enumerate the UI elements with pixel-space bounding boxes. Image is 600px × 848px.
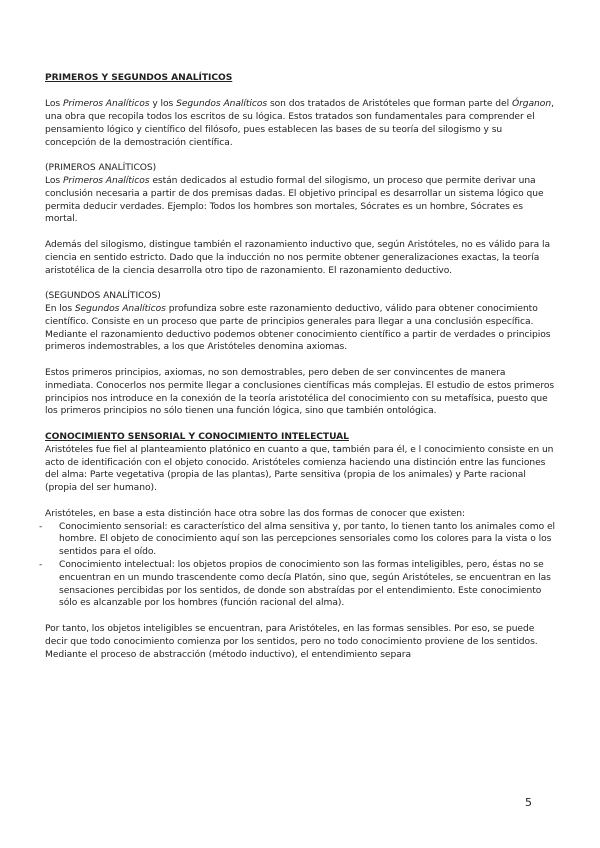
intro-text-1: Los xyxy=(45,99,63,110)
page-number: 5 xyxy=(525,796,532,809)
list-item-text: Conocimiento intelectual: los objetos propios de conocimiento son las formas inteligibles, pero, éstas no se encuentran en un mundo trascendente como decía Platón, sino que, según Aristóteles, se encuentran en las sensaciones percibidas por los sentidos, de donde son abstraídas por el entendimiento. Este conocimiento sólo es alcanzable por los hombres (función racional del alma). xyxy=(59,559,551,609)
list-item xyxy=(39,559,556,610)
section-heading-analiticos: PRIMEROS Y SEGUNDOS ANALÍTICOS xyxy=(45,73,233,83)
bullet-dash: - xyxy=(39,559,43,570)
intro-em-1: Primeros Analíticos xyxy=(62,99,150,110)
conocimiento-list xyxy=(39,521,556,611)
segundos-em-1: Segundos Analíticos xyxy=(74,304,166,315)
intro-em-3: Órganon xyxy=(511,99,552,110)
list-item xyxy=(39,521,556,559)
intro-paragraph xyxy=(45,98,556,149)
segundos-text-1: En los xyxy=(45,304,75,315)
intro-text-3: son dos tratados de Aristóteles que forman parte del xyxy=(267,99,512,110)
primeros-paragraph xyxy=(45,175,556,226)
list-item-text: Conocimiento sensorial: es característico del alma sensitiva y, por tanto, lo tienen tanto los animales como el hombre. El objeto de conocimiento aquí son las percepciones sensoriales como los colores para la vista o los sentidos para el oído. xyxy=(59,521,556,558)
primeros-text-2: están dedicados al estudio formal del silogismo, un proceso que permite derivar una conclusión necesaria a partir de dos premisas dadas. El objetivo principal es desarrollar un sistema lógico que permita deducir verdades. Ejemplo: Todos los hombres son mortales, Sócrates es un hombre, Sócrates es mortal. xyxy=(45,176,544,225)
principios-paragraph: Estos primeros principios, axiomas, no son demostrables, pero deben de ser convincentes de manera inmediata. Conocerlos nos permite llegar a conclusiones científicas más complejas. El estudio de estos primeros principios nos introduce en la conexión de la teoría aristotélica del conocimiento con su metafísica, puesto que los primeros principios no sólo tienen una función lógica, sino que también ontológica. xyxy=(45,368,555,417)
section-heading-conocimiento: CONOCIMIENTO SENSORIAL Y CONOCIMIENTO INTELECTUAL xyxy=(45,432,349,443)
induccion-paragraph: Además del silogismo, distingue también el razonamiento inductivo que, según Aristóteles, no es válido para la ciencia en sentido estricto. Dado que la inducción no nos permite obtener generalizaciones exactas, la teoría aristotélica de la ciencia desarrolla otro tipo de razonamiento. El razonamiento deductivo. xyxy=(45,240,550,276)
primeros-em-1: Primeros Analíticos xyxy=(62,176,150,187)
segundos-paragraph xyxy=(45,303,556,329)
deductivo-paragraph: Mediante el razonamiento deductivo podemos obtener conocimiento científico a partir de verdades o principios primeros indemostrables, a los que Aristóteles denomina axiomas. xyxy=(45,329,551,353)
segundos-label: (SEGUNDOS ANALÍTICOS) xyxy=(45,291,161,302)
intro-text-2: y los xyxy=(149,99,177,110)
primeros-label: (PRIMEROS ANALÍTICOS) xyxy=(45,163,157,174)
alma-paragraph: Aristóteles fue fiel al planteamiento platónico en cuanto a que, también para él, e l conocimiento consiste en un acto de identificación con el objeto conocido. Aristóteles comienza haciendo una distinción entre las funciones del alma: Parte vegetativa (propia de las plantas), Parte sensitiva (propia de los animales) y Parte racional (propia del ser humano). xyxy=(45,444,554,494)
intro-text-4: , una obra que recopila todos los escritos de su lógica. Estos tratados son fundamentales para comprender el pensamiento lógico y científico del filósofo, pues establecen las bases de su teoría del silogismo y su concepción de la demostración científica. xyxy=(45,99,554,148)
segundos-text-2: profundiza sobre este razonamiento deductivo, válido para obtener conocimiento científico. Consiste en un proceso que parte de principios generales para llegar a una conclusión específica. xyxy=(45,304,538,327)
intro-em-2: Segundos Analíticos xyxy=(176,99,268,110)
abstraccion-paragraph: Por tanto, los objetos inteligibles se encuentran, para Aristóteles, en las formas sensibles. Por eso, se puede decir que todo conocimiento comienza por los sentidos, pero no todo conocimiento proviene de los sentidos. Mediante el proceso de abstracción (método inductivo), el entendimiento separa xyxy=(45,623,538,660)
primeros-text-1: Los xyxy=(45,176,63,187)
formas-paragraph: Aristóteles, en base a esta distinción hace otra sobre las dos formas de conocer que existen: xyxy=(45,508,466,519)
bullet-dash: - xyxy=(39,521,43,532)
